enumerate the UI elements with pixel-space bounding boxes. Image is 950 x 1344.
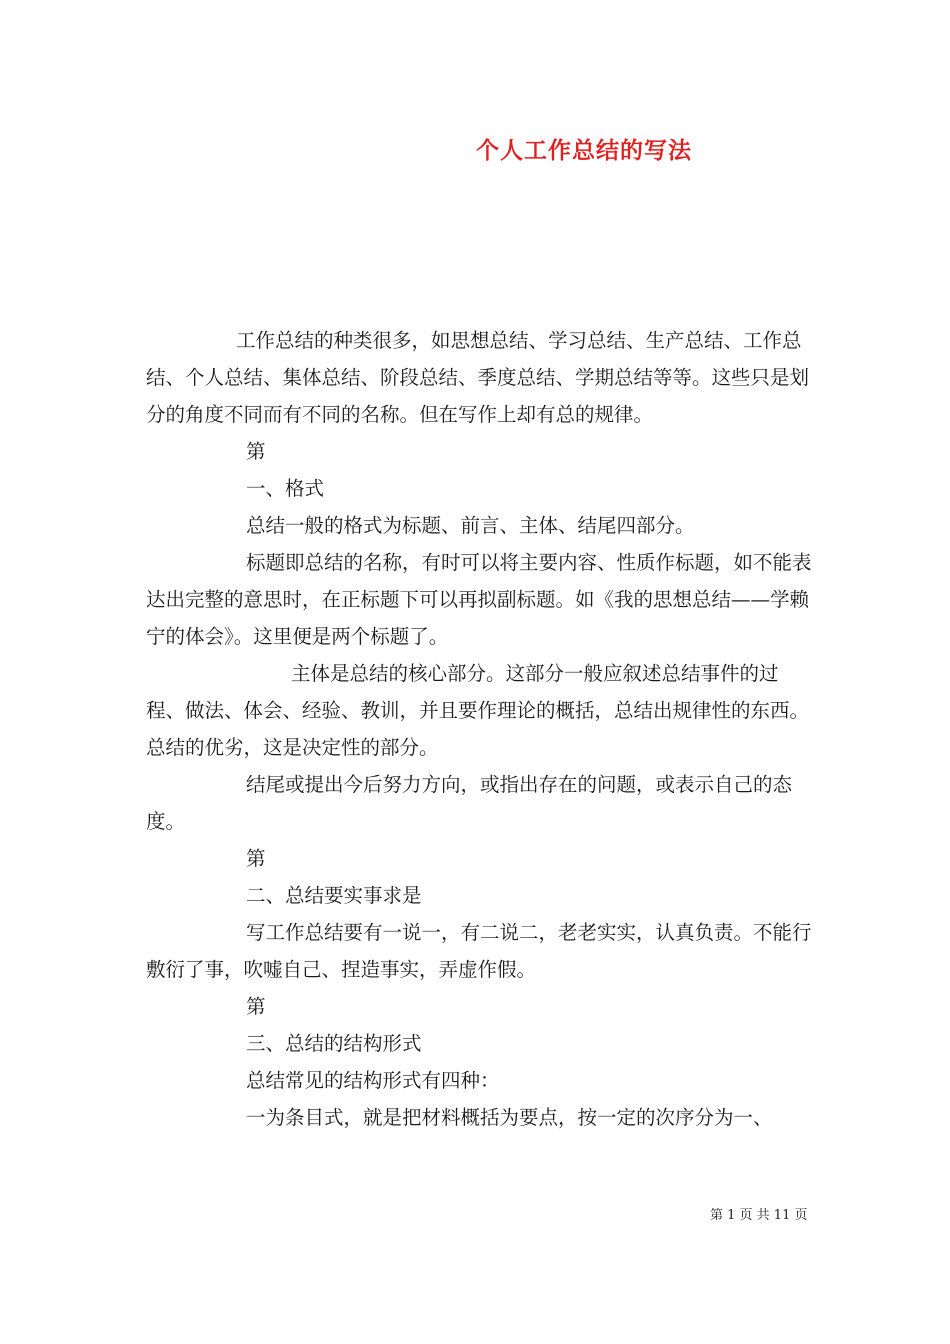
paragraph-format-overview: 总结一般的格式为标题、前言、主体、结尾四部分。 bbox=[246, 514, 695, 537]
paragraph-structure-overview: 总结常见的结构形式有四种： bbox=[246, 1069, 500, 1092]
section-heading-truthful: 二、总结要实事求是 bbox=[246, 884, 422, 907]
document-title: 个人工作总结的写法 bbox=[476, 137, 692, 164]
paragraph-ending: 结尾或提出今后努力方向，或指出存在的问题，或表示自己的态度。 bbox=[146, 773, 793, 833]
paragraph-title-explanation: 标题即总结的名称，有时可以将主要内容、性质作标题，如不能表达出完整的意思时，在正标题下可以再拟副标题。如《我的思想总结——学赖宁的体会》。这里便是两个标题了。 bbox=[146, 551, 812, 648]
paragraph-structure-item-1: 一为条目式，就是把材料概括为要点，按一定的次序分为一、 bbox=[246, 1106, 773, 1129]
paragraph-di-2: 第 bbox=[246, 847, 266, 870]
document-body bbox=[146, 322, 816, 1136]
section-heading-structure: 三、总结的结构形式 bbox=[246, 1032, 422, 1055]
paragraph-di-1: 第 bbox=[246, 440, 266, 463]
section-heading-format: 一、格式 bbox=[246, 477, 325, 500]
page-footer: 第 1 页 共 11 页 bbox=[710, 1208, 808, 1223]
paragraph-di-3: 第 bbox=[246, 995, 266, 1018]
paragraph-main-body: 主体是总结的核心部分。这部分一般应叙述总结事件的过程、做法、体会、经验、教训，并且要作理论的概括，总结出规律性的东西。总结的优劣，这是决定性的部分。 bbox=[146, 662, 810, 759]
paragraph-truthful: 写工作总结要有一说一，有二说二，老老实实，认真负责。不能行敷衍了事，吹嘘自己、捏造事实，弄虚作假。 bbox=[146, 921, 812, 981]
paragraph-intro: 工作总结的种类很多，如思想总结、学习总结、生产总结、工作总结、个人总结、集体总结、阶段总结、季度总结、学期总结等等。这些只是划分的角度不同而有不同的名称。但在写作上却有总的规律。 bbox=[146, 329, 810, 426]
